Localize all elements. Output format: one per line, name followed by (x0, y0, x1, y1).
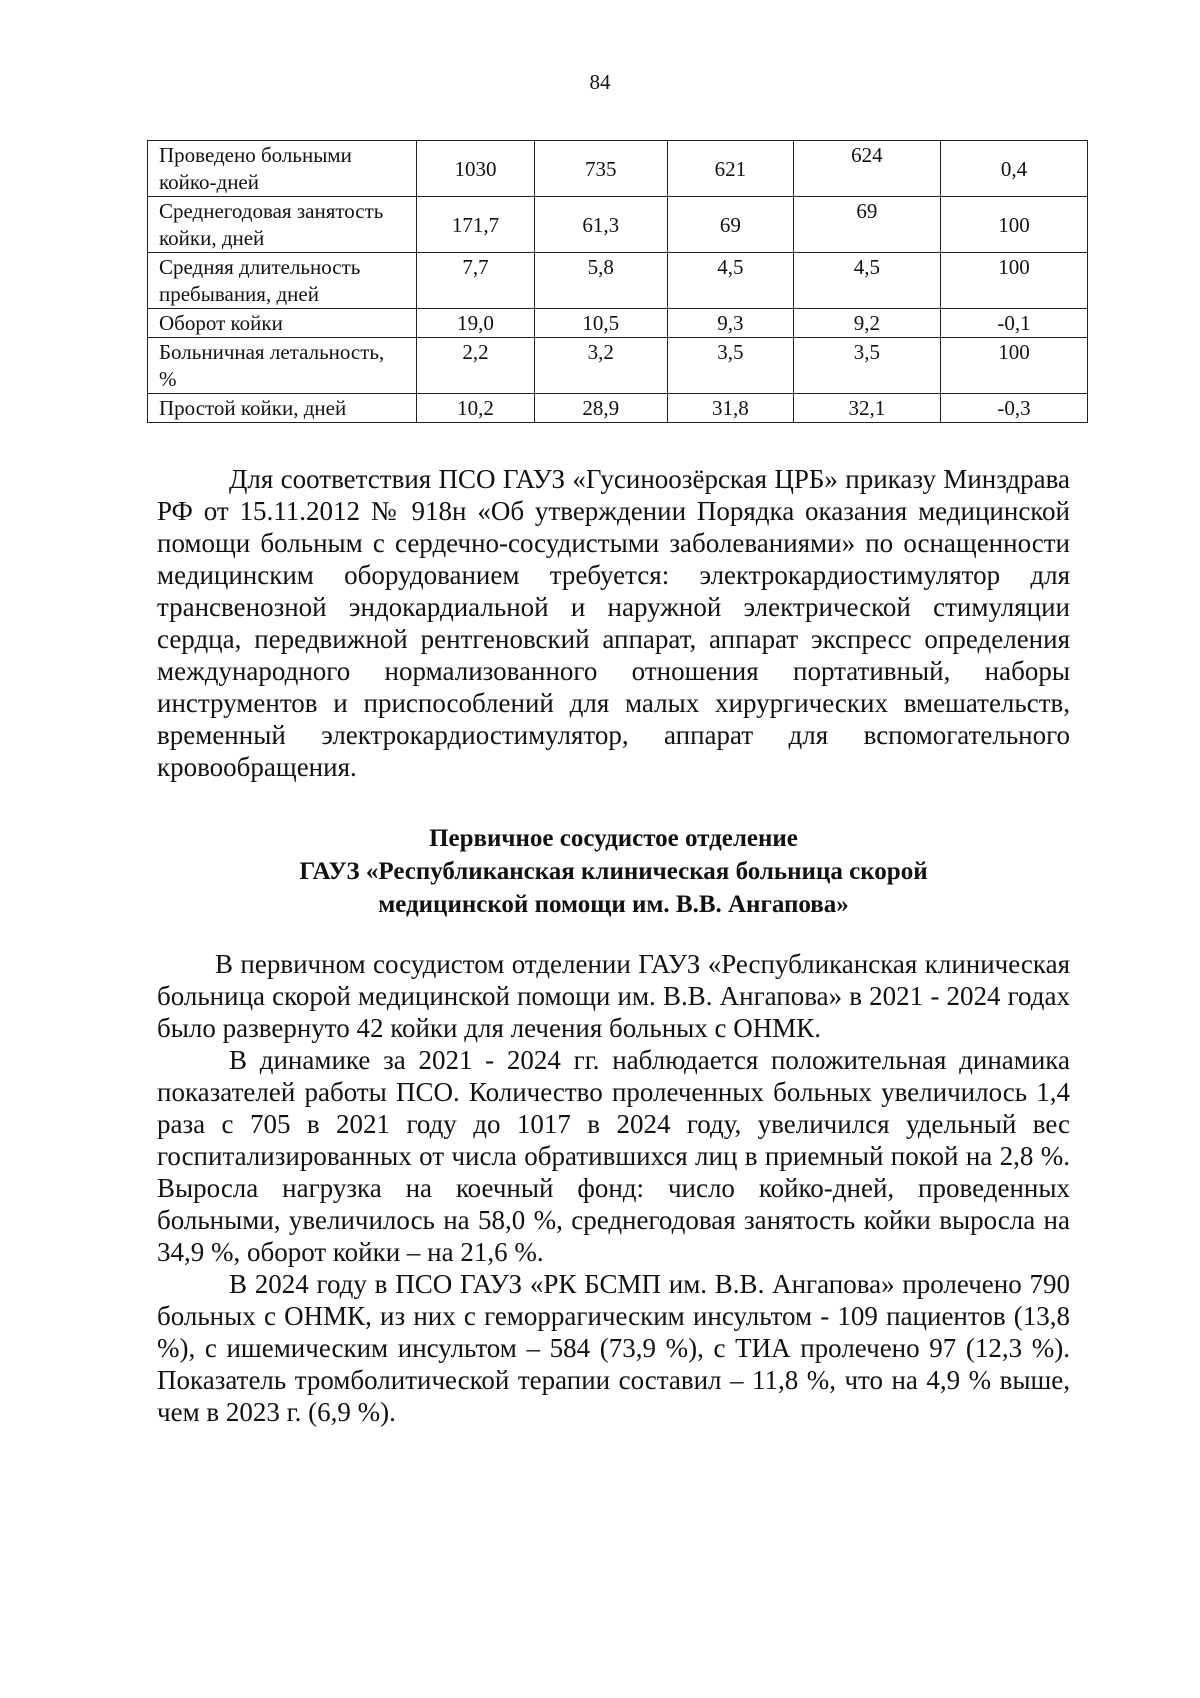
table-cell: 7,7 (417, 253, 534, 309)
table-cell: 171,7 (417, 197, 534, 253)
table-row (148, 309, 1088, 338)
table-row (148, 394, 1088, 423)
table-cell: 100 (940, 253, 1087, 309)
table-cell: 69 (793, 197, 940, 253)
row-label: Среднегодовая занятость койки, дней (148, 197, 417, 253)
table-cell: -0,3 (940, 394, 1087, 423)
table-cell: 621 (667, 141, 793, 197)
paragraph: В динамике за 2021 - 2024 гг. наблюдается положительная динамика показателей работы ПСО. Количество пролеченных больных увеличилось 1,4 раза с 705 в 2021 году до 1017 в 2024 году, увеличился удельный вес госпитализированных от числа обратившихся лиц в приемный покой на 2,8 %. Выросла нагрузка на коечный фонд: число койко-дней, проведенных больными, увеличилось на 58,0 %, среднегодовая занятость койки выросла на 34,9 %, оборот койки – на 21,6 %. (157, 1045, 1070, 1267)
table-cell: 1030 (417, 141, 534, 197)
table-cell: 9,3 (667, 309, 793, 338)
row-label: Больничная летальность, % (148, 338, 417, 394)
section-heading (157, 822, 1070, 921)
table-cell: 10,5 (534, 309, 667, 338)
table-cell: 735 (534, 141, 667, 197)
table-cell: 3,5 (667, 338, 793, 394)
table-cell: -0,1 (940, 309, 1087, 338)
heading-line: Первичное сосудистое отделение (429, 825, 798, 852)
table-cell: 2,2 (417, 338, 534, 394)
equipment-paragraph-block (157, 463, 1070, 783)
row-label: Простой койки, дней (148, 394, 417, 423)
table-cell: 10,2 (417, 394, 534, 423)
row-label: Проведено больными койко-дней (148, 141, 417, 197)
table-row (148, 253, 1088, 309)
heading-line: медицинской помощи им. В.В. Ангапова» (378, 891, 849, 918)
table-cell: 5,8 (534, 253, 667, 309)
paragraph: Для соответствия ПСО ГАУЗ «Гусиноозёрская ЦРБ» приказу Минздрава РФ от 15.11.2012 № 918н «Об утверждении Порядка оказания медицинской помощи больным с сердечно-сосудистыми заболеваниями» по оснащенности медицинским оборудованием требуется: электрокардиостимулятор для трансвенозной эндокардиальной и наружной электрической стимуляции сердца, передвижной рентгеновский аппарат, аппарат экспресс определения международного нормализованного отношения портативный, наборы инструментов и приспособлений для малых хирургических вмешательств, временный электрокардиостимулятор, аппарат для вспомогательного кровообращения. (157, 464, 1070, 782)
table-cell: 32,1 (793, 394, 940, 423)
table-cell: 3,5 (793, 338, 940, 394)
table-cell: 19,0 (417, 309, 534, 338)
heading-line: ГАУЗ «Республиканская клиническая больница скорой (299, 858, 928, 885)
table-cell: 0,4 (940, 141, 1087, 197)
table-cell: 100 (940, 197, 1087, 253)
table-cell: 31,8 (667, 394, 793, 423)
table-cell: 9,2 (793, 309, 940, 338)
table-cell: 100 (940, 338, 1087, 394)
table-cell: 69 (667, 197, 793, 253)
table-cell: 61,3 (534, 197, 667, 253)
table-cell: 624 (793, 141, 940, 197)
row-label: Средняя длительность пребывания, дней (148, 253, 417, 309)
table-cell: 3,2 (534, 338, 667, 394)
table-cell: 4,5 (667, 253, 793, 309)
statistics-table (147, 140, 1088, 423)
paragraph: В 2024 году в ПСО ГАУЗ «РК БСМП им. В.В. Ангапова» пролечено 790 больных с ОНМК, из них с геморрагическим инсультом - 109 пациентов (13,8 %), с ишемическим инсультом – 584 (73,9 %), с ТИА пролечено 97 (12,3 %). Показатель тромболитической терапии составил – 11,8 %, что на 4,9 % выше, чем в 2023 г. (6,9 %). (157, 1269, 1070, 1427)
row-label: Оборот койки (148, 309, 417, 338)
table-row (148, 141, 1088, 197)
paragraph: В первичном сосудистом отделении ГАУЗ «Республиканская клиническая больница скорой медицинской помощи им. В.В. Ангапова» в 2021 - 2024 годах было развернуто 42 койки для лечения больных с ОНМК. (157, 949, 1070, 1043)
section-body (157, 948, 1070, 1428)
page-number: 84 (589, 70, 611, 94)
table-row (148, 338, 1088, 394)
table-cell: 28,9 (534, 394, 667, 423)
table-cell: 4,5 (793, 253, 940, 309)
table-row (148, 197, 1088, 253)
